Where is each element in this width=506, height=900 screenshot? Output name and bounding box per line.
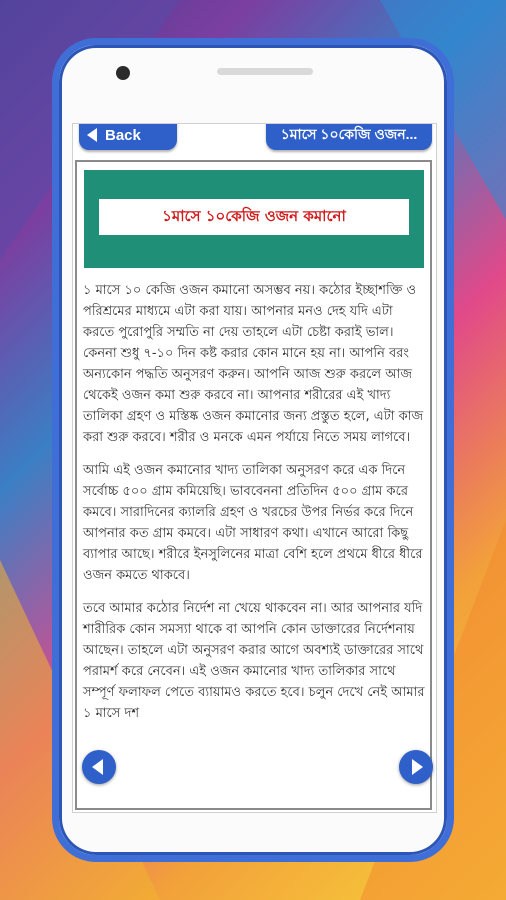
page-title-chip: ১মাসে ১০কেজি ওজন...	[266, 123, 432, 150]
back-button[interactable]	[79, 123, 177, 150]
previous-page-button[interactable]	[82, 750, 116, 784]
article-paragraph: ১ মাসে ১০ কেজি ওজন কমানো অসম্ভব নয়। কঠোর ইচ্ছাশক্তি ও পরিশ্রমের মাধ্যমে এটা করা যায়। আপনার মনও দেহ যদি এটা করতে পুরোপুরি সম্মতি না দেয় তাহলে এটা চেষ্টা করাই ভাল। কেননা শুধু ৭-১০ দিন কষ্ট করার কোন মানে হয় না। আপনি বরং অন্যকোন পদ্ধতি অনুসরণ করুন। আপনি আজ শুরু করলে আজ থেকেই ওজন কমা শুরু করবে না। আপনার শরীরের এই খাদ্য তালিকা গ্রহণ ও মস্তিষ্ক ওজন কমানোর জন্য প্রস্তুত হলে, এটা কাজ করা শুরু করবে। শরীর ও মনকে এমন পর্যায়ে নিতে সময় লাগবে।	[83, 283, 424, 445]
back-arrow-icon	[87, 128, 97, 142]
next-page-button[interactable]	[399, 750, 433, 784]
content-frame[interactable]	[75, 160, 432, 810]
top-bar	[73, 124, 436, 154]
chevron-right-icon	[412, 759, 423, 775]
back-button-label: Back	[105, 126, 141, 144]
phone-frame	[52, 38, 454, 862]
camera-icon	[116, 66, 130, 80]
article-paragraph: তবে আমার কঠোর নির্দেশ না খেয়ে থাকবেন না। আর আপনার যদি শারীরিক কোন সমস্যা থাকে বা আপনি কোন ডাক্তারের নির্দেশনায় আছেন। তাহলে এটা অনুসরণ করার আগে অবশ্যই ডাক্তারের সাথে পরামর্শ করে নেবেন। এই ওজন কমানোর খাদ্য তালিকার সাথে সম্পূর্ণ ফলাফল পেতে ব্যায়ামও করতে হবে। চলুন দেখে নেই আমার ১ মাসে দশ	[83, 601, 425, 721]
speaker-grille	[217, 68, 313, 75]
title-banner	[84, 170, 424, 268]
chevron-left-icon	[92, 759, 103, 775]
app-screen	[72, 123, 437, 813]
banner-title: ১মাসে ১০কেজি ওজন কমানো	[99, 199, 409, 235]
article-body	[83, 280, 425, 736]
article-paragraph: আমি এই ওজন কমানোর খাদ্য তালিকা অনুসরণ করে এক দিনে সর্বোচ্চ ৫০০ গ্রাম কমিয়েছি। ভাববেননা প্রতিদিন ৫০০ গ্রাম করে কমবে। সারাদিনের ক্যালরি গ্রহণ ও খরচের উপর নির্ভর করে দিনে আপনার কত গ্রাম কমবে। এটা সাধারণ কথা। এখানে আরো কিছু ব্যাপার আছে। শরীরে ইনসুলিনের মাত্রা বেশি হলে প্রথমে ধীরে ধীরে ওজন কমতে থাকবে।	[83, 463, 423, 583]
